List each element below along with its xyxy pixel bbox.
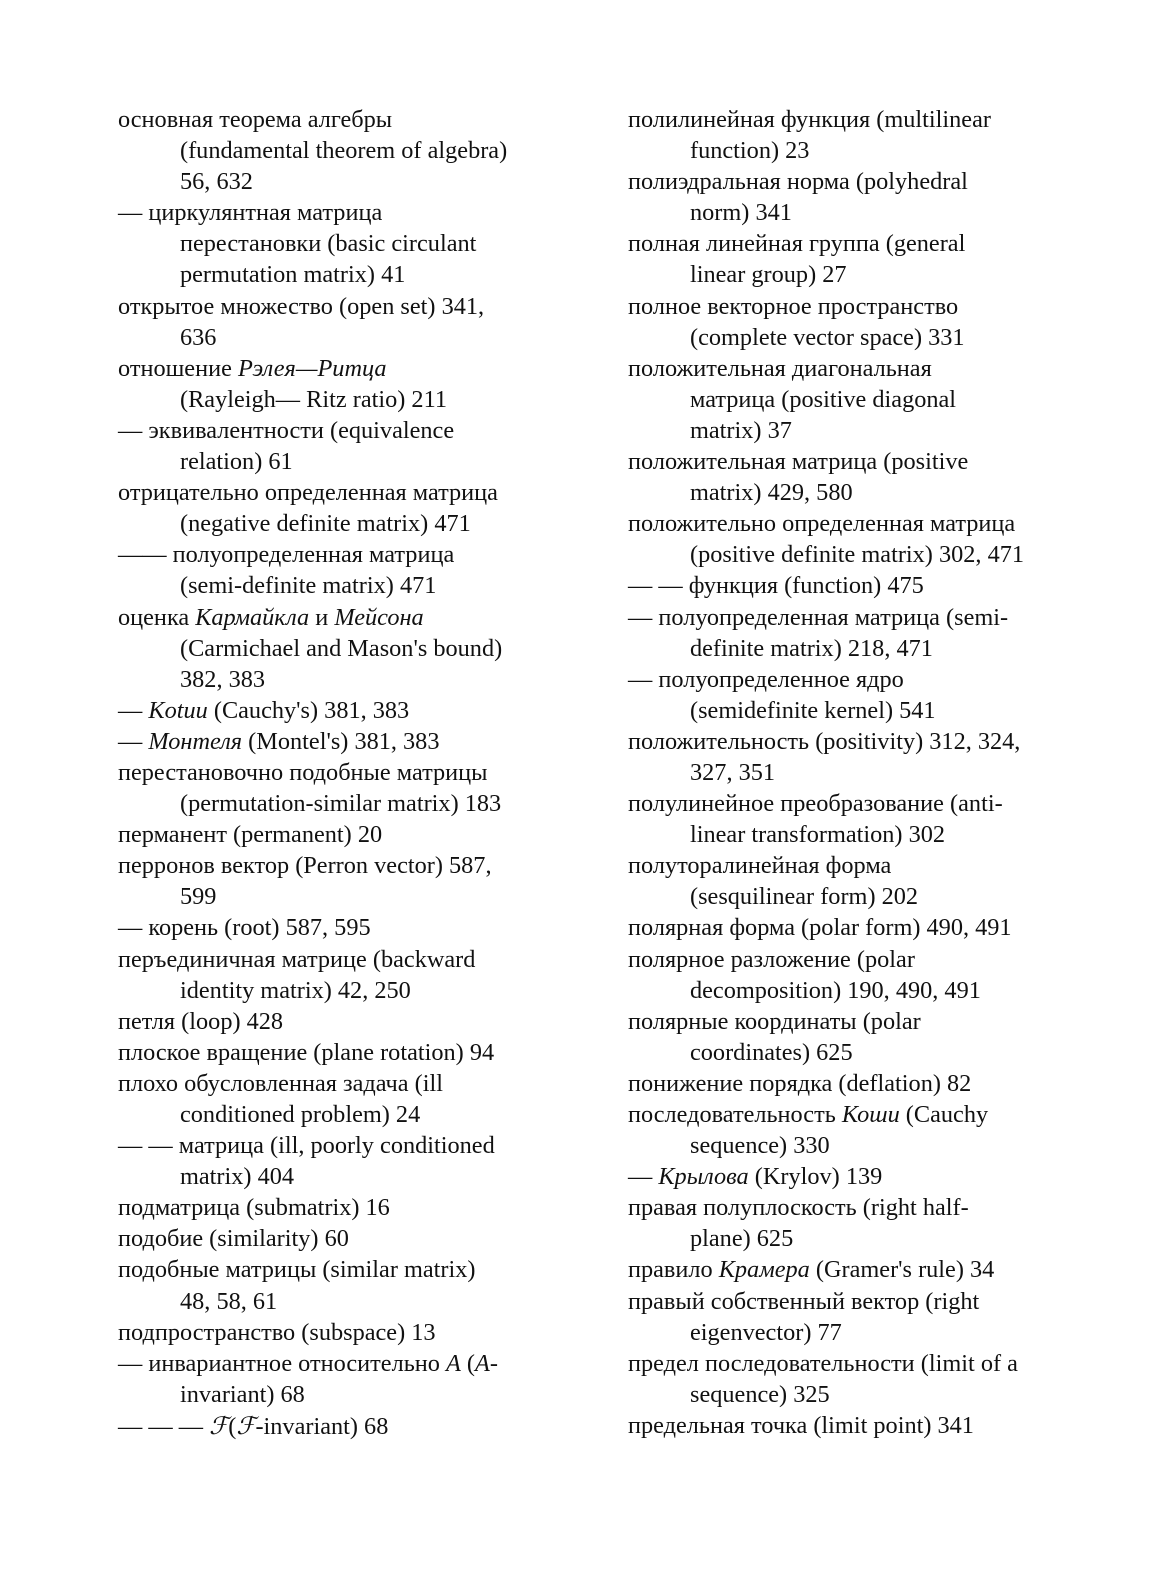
index-entry-text: положительная матрица (positive [628, 448, 969, 476]
index-entry [118, 1317, 588, 1348]
index-entry-continuation-line [628, 695, 1068, 726]
index-entry-italic-name: Кармайкла [195, 603, 310, 631]
index-entry-continuation-line [628, 477, 1068, 508]
index-entry-headword-line [628, 944, 1068, 975]
index-entry-headword-line [118, 1317, 588, 1348]
index-entry-text: (positive definite matrix) 302, 471 [690, 541, 1025, 569]
index-entry-text: полилинейная функция (multilinear [628, 106, 991, 133]
index-entry-text: положительность (positivity) 312, 324, [628, 727, 1021, 755]
index-entry-text: linear group) 27 [690, 261, 847, 289]
index-entry-text: — эквивалентности (equivalence [118, 416, 455, 444]
index-entry [628, 1286, 1068, 1348]
index-entry-text: (semidefinite kernel) 541 [690, 696, 936, 724]
index-entry-text: decomposition) 190, 490, 491 [690, 976, 981, 1004]
index-entry-text: permutation matrix) 41 [180, 261, 406, 289]
index-entry-text: - [489, 1349, 498, 1377]
index-entry-continuation-line [118, 1161, 588, 1192]
index-entry-text: 56, 632 [180, 168, 253, 196]
index-entry [118, 819, 588, 850]
index-entry-text: — — матрица (ill, poorly conditioned [118, 1132, 495, 1160]
index-entry-text: (Krylov) 139 [748, 1163, 883, 1191]
index-entry-text: и [309, 603, 335, 631]
index-entry [118, 353, 588, 415]
index-entry-headword-line [118, 1130, 588, 1161]
index-entry-headword-line [628, 228, 1068, 259]
index-entry-script-symbol: ℱ [209, 1410, 229, 1440]
index-entry-text: правило [628, 1256, 719, 1284]
index-entry-text: отношение [118, 354, 238, 382]
index-entry-headword-line [118, 944, 588, 975]
index-entry-text: (semi-definite matrix) 471 [180, 572, 437, 600]
index-entry [118, 1192, 588, 1223]
index-entry-continuation-line [628, 197, 1068, 228]
index-entry-continuation-line [628, 1130, 1068, 1161]
index-entry-headword-line [628, 664, 1068, 695]
index-entry-continuation-line [118, 166, 588, 197]
index-entry-continuation-line [118, 881, 588, 912]
index-entry-continuation-line [628, 539, 1068, 570]
index-entry-text: оценка [118, 603, 196, 631]
index-entry [118, 539, 588, 601]
index-entry-continuation-line [628, 975, 1068, 1006]
index-entry-headword-line [628, 912, 1068, 943]
index-entry-text: перманент (permanent) 20 [118, 821, 383, 849]
index-entry-continuation-line [118, 228, 588, 259]
index-entry-text: подобные матрицы (similar matrix) [118, 1256, 476, 1284]
index-entry [118, 197, 588, 290]
index-entry-text: перъединичная матрице (backward [118, 945, 476, 973]
index-entry [118, 602, 588, 695]
index-entry-headword-line [628, 602, 1068, 633]
index-entry-text: правый собственный вектор (right [628, 1287, 980, 1315]
index-entry-headword-line [628, 570, 1068, 601]
index-entry-continuation-line [118, 975, 588, 1006]
index-entry-continuation-line [118, 508, 588, 539]
index-entry-text: identity matrix) 42, 250 [180, 976, 411, 1004]
index-entry-headword-line [118, 757, 588, 788]
index-entry [118, 477, 588, 539]
index-entry-headword-line [628, 788, 1068, 819]
index-entry-text: положительная диагональная [628, 354, 932, 382]
index-entry [118, 695, 588, 726]
index-entry-text: — [628, 1163, 659, 1191]
index-entry-text: — полуопределенная матрица (semi- [628, 603, 1009, 631]
index-entry-text: (Cauchy [899, 1101, 989, 1128]
index-entry-headword-line [118, 1037, 588, 1068]
index-entry-text: definite matrix) 218, 471 [690, 634, 933, 662]
index-entry-headword-line [118, 850, 588, 881]
index-entry-headword-line [628, 1068, 1068, 1099]
index-entry-text: sequence) 325 [690, 1380, 830, 1408]
index-entry-continuation-line [118, 664, 588, 695]
index-entry [118, 1348, 588, 1410]
index-entry-text: полярное разложение (polar [628, 945, 915, 973]
index-entry-italic-name: Рэлея—Ритца [237, 354, 387, 382]
index-entry-headword-line [118, 726, 588, 757]
index-entry-text: плоское вращение (plane rotation) 94 [118, 1038, 495, 1066]
index-entry-text: предел последовательности (limit of a [628, 1349, 1018, 1377]
index-column-right [628, 104, 1068, 1441]
index-entry-text: (Carmichael and Mason's bound) [180, 634, 503, 662]
index-entry-text: полярные координаты (polar [628, 1007, 921, 1035]
index-entry-continuation-line [628, 1223, 1068, 1254]
index-entry-headword-line [628, 1286, 1068, 1317]
index-entry [118, 415, 588, 477]
index-entry-headword-line [118, 1348, 588, 1379]
index-entry-headword-line [118, 197, 588, 228]
index-column-left [118, 104, 588, 1442]
index-entry-text: (complete vector space) 331 [690, 323, 965, 351]
index-entry-text: (negative definite matrix) 471 [180, 510, 471, 538]
index-entry-italic-name: Мейсона [334, 603, 424, 631]
index-entry-headword-line [628, 166, 1068, 197]
index-entry-headword-line [628, 1192, 1068, 1223]
index-entry-text: полярная форма (polar form) 490, 491 [628, 914, 1012, 942]
index-entry [628, 788, 1068, 850]
index-entry-text: — циркулянтная матрица [118, 199, 383, 227]
index-entry-headword-line [628, 291, 1068, 322]
index-entry-text: — — — [118, 1412, 210, 1440]
index-entry-headword-line [628, 508, 1068, 539]
index-entry-text: подпространство (subspace) 13 [118, 1318, 436, 1346]
index-entry-text: 636 [180, 323, 217, 351]
index-entry-text: (sesquilinear form) 202 [690, 883, 919, 911]
index-entry-text: eigenvector) 77 [690, 1318, 842, 1346]
index-entry [628, 850, 1068, 912]
index-entry [628, 166, 1068, 228]
index-entry-text: linear transformation) 302 [690, 821, 946, 849]
index-entry-italic-name: Монтеля [148, 727, 243, 755]
index-entry-headword-line [628, 1410, 1068, 1441]
index-entry [628, 1099, 1068, 1161]
index-entry [118, 291, 588, 353]
index-entry-continuation-line [118, 570, 588, 601]
index-entry-text: полное векторное пространство [628, 292, 959, 320]
index-entry-continuation-line [628, 415, 1068, 446]
index-entry-text: — — функция (function) 475 [628, 572, 924, 600]
index-entry-headword-line [628, 850, 1068, 881]
index-entry-headword-line [628, 1254, 1068, 1285]
index-entry-continuation-line [118, 1099, 588, 1130]
index-entry-headword-line [628, 1006, 1068, 1037]
index-entry-headword-line [118, 1410, 588, 1442]
index-entry-continuation-line [628, 1379, 1068, 1410]
index-entry-text: (Rayleigh— Ritz ratio) 211 [180, 385, 447, 413]
index-entry-text: плохо обусловленная задача (ill [118, 1069, 443, 1097]
index-entry-text: подматрица (submatrix) 16 [118, 1194, 390, 1222]
index-entry-headword-line [118, 912, 588, 943]
index-entry-continuation-line [118, 446, 588, 477]
index-entry-italic-name: Крылова [658, 1163, 749, 1191]
index-entry-headword-line [118, 1068, 588, 1099]
index-entry-headword-line [628, 1348, 1068, 1379]
index-entry-text: 382, 383 [180, 665, 266, 693]
index-entry-text: полулинейное преобразование (anti- [628, 790, 1003, 818]
index-entry-text: (fundamental theorem of algebra) [180, 137, 508, 165]
index-entry-text: function) 23 [690, 137, 810, 165]
index-entry [628, 664, 1068, 726]
index-entry-text: матрица (positive diagonal [690, 385, 957, 413]
index-entry [118, 1068, 588, 1130]
index-entry-text: перестановки (basic circulant [180, 230, 477, 258]
index-entry-text: — корень (root) 587, 595 [118, 914, 371, 942]
index-entry-continuation-line [628, 1037, 1068, 1068]
index-entry-text: правая полуплоскость (right half- [628, 1194, 969, 1222]
index-entry-continuation-line [118, 322, 588, 353]
index-entry [118, 1223, 588, 1254]
index-entry [628, 1068, 1068, 1099]
index-entry-headword-line [118, 819, 588, 850]
index-entry [628, 508, 1068, 570]
index-entry-text: полиэдральная норма (polyhedral [628, 168, 968, 196]
index-entry [118, 850, 588, 912]
index-entry-text: (Cauchy's) 381, 383 [207, 696, 410, 724]
index-entry-text: 599 [180, 883, 217, 911]
index-entry [628, 944, 1068, 1006]
index-entry [628, 446, 1068, 508]
index-entry-headword-line [628, 726, 1068, 757]
index-entry-headword-line [628, 1161, 1068, 1192]
index-entry-text: полуторалинейная форма [628, 852, 892, 880]
index-entry-text: matrix) 404 [180, 1163, 295, 1191]
index-entry-headword-line [118, 1192, 588, 1223]
index-entry-continuation-line [628, 757, 1068, 788]
index-entry [118, 1130, 588, 1192]
index-entry [628, 1348, 1068, 1410]
index-entry-headword-line [118, 477, 588, 508]
index-entry-headword-line [118, 1223, 588, 1254]
index-entry-text: (Gramer's rule) 34 [809, 1256, 995, 1284]
index-entry-italic-name: A [475, 1349, 490, 1377]
index-entry [628, 570, 1068, 601]
index-entry-text: — полуопределенное ядро [628, 665, 904, 693]
index-entry [118, 104, 588, 197]
index-entry-italic-name: Коши [841, 1101, 900, 1128]
index-entry-text: открытое множество (open set) 341, [118, 292, 485, 320]
index-entry-text: положительно определенная матрица [628, 510, 1016, 538]
index-entry-headword-line [118, 291, 588, 322]
index-entry-text: 327, 351 [690, 758, 776, 786]
index-entry-continuation-line [118, 788, 588, 819]
index-entry-text: 48, 58, 61 [180, 1287, 278, 1315]
index-entry-text: —— полуопределенная матрица [118, 541, 455, 569]
index-entry-continuation-line [628, 819, 1068, 850]
index-entry-text: plane) 625 [690, 1225, 794, 1253]
index-entry-italic-name: Крамера [718, 1256, 810, 1284]
index-entry [118, 757, 588, 819]
index-entry-text: (permutation-similar matrix) 183 [180, 790, 502, 818]
index-entry-text: invariant) 68 [180, 1380, 305, 1408]
index-entry-continuation-line [628, 881, 1068, 912]
index-entry-headword-line [628, 1099, 1068, 1130]
index-entry-headword-line [118, 1006, 588, 1037]
index-entry-text: отрицательно определенная матрица [118, 479, 498, 507]
index-entry-italic-name: A [446, 1349, 461, 1377]
index-entry-text: подобие (similarity) 60 [118, 1225, 349, 1253]
index-entry [628, 1254, 1068, 1285]
index-entry-text: relation) 61 [180, 448, 293, 476]
index-entry [118, 1037, 588, 1068]
index-entry [628, 912, 1068, 943]
index-entry [628, 1006, 1068, 1068]
index-entry [118, 726, 588, 757]
index-entry-continuation-line [118, 135, 588, 166]
index-entry-text: предельная точка (limit point) 341 [628, 1411, 974, 1439]
index-entry-continuation-line [118, 1286, 588, 1317]
index-entry-text: sequence) 330 [690, 1132, 830, 1160]
index-entry-headword-line [628, 353, 1068, 384]
index-entry-headword-line [118, 415, 588, 446]
index-entry-text: — [118, 696, 149, 724]
index-entry [628, 1192, 1068, 1254]
index-entry [118, 912, 588, 943]
index-entry-headword-line [118, 539, 588, 570]
index-entry-headword-line [118, 602, 588, 633]
index-entry-text: — [118, 727, 149, 755]
index-entry [118, 1254, 588, 1316]
index-entry-continuation-line [628, 322, 1068, 353]
index-entry [628, 1161, 1068, 1192]
index-entry-continuation-line [628, 384, 1068, 415]
index-entry-text: matrix) 429, 580 [690, 479, 853, 507]
index-entry-text: ( [460, 1349, 476, 1377]
index-entry-headword-line [118, 353, 588, 384]
index-entry-text: последовательность [628, 1101, 842, 1128]
index-entry-continuation-line [118, 633, 588, 664]
index-entry-script-symbol: ℱ [236, 1410, 256, 1440]
index-entry-continuation-line [118, 1379, 588, 1410]
index-entry-text: matrix) 37 [690, 416, 792, 444]
index-entry-continuation-line [628, 259, 1068, 290]
index-entry-continuation-line [118, 384, 588, 415]
index-entry [628, 353, 1068, 446]
index-entry-text: norm) 341 [690, 199, 792, 227]
index-entry [628, 602, 1068, 664]
index-entry-text: coordinates) 625 [690, 1038, 853, 1066]
index-entry-text: conditioned problem) 24 [180, 1101, 421, 1128]
index-entry-headword-line [628, 446, 1068, 477]
index-entry-text: (Montel's) 381, 383 [242, 727, 440, 755]
index-entry [628, 291, 1068, 353]
index-entry-headword-line [118, 104, 588, 135]
index-entry-continuation-line [118, 259, 588, 290]
index-entry-text: ( [228, 1412, 237, 1440]
index-entry-text: петля (loop) 428 [118, 1007, 284, 1035]
index-entry [118, 1006, 588, 1037]
index-entry-continuation-line [628, 633, 1068, 664]
index-entry [628, 104, 1068, 166]
index-entry-continuation-line [628, 135, 1068, 166]
index-entry [628, 228, 1068, 290]
index-entry-text: перронов вектор (Perron vector) 587, [118, 852, 492, 880]
index-entry [628, 1410, 1068, 1441]
index-entry-text: перестановочно подобные матрицы [118, 758, 488, 786]
index-entry-italic-name: Kotuu [148, 696, 208, 724]
index-entry-continuation-line [628, 1317, 1068, 1348]
index-entry-headword-line [118, 1254, 588, 1285]
index-entry-headword-line [628, 104, 1068, 135]
index-entry-text: понижение порядка (deflation) 82 [628, 1069, 972, 1097]
index-entry [118, 944, 588, 1006]
index-entry-headword-line [118, 695, 588, 726]
index-entry-text: полная линейная группа (general [628, 230, 966, 258]
index-entry-text: основная теорема алгебры [118, 106, 393, 133]
index-entry [628, 726, 1068, 788]
index-entry-text: -invariant) 68 [255, 1412, 389, 1440]
index-entry [118, 1410, 588, 1442]
index-entry-text: — инвариантное относительно [118, 1349, 446, 1377]
